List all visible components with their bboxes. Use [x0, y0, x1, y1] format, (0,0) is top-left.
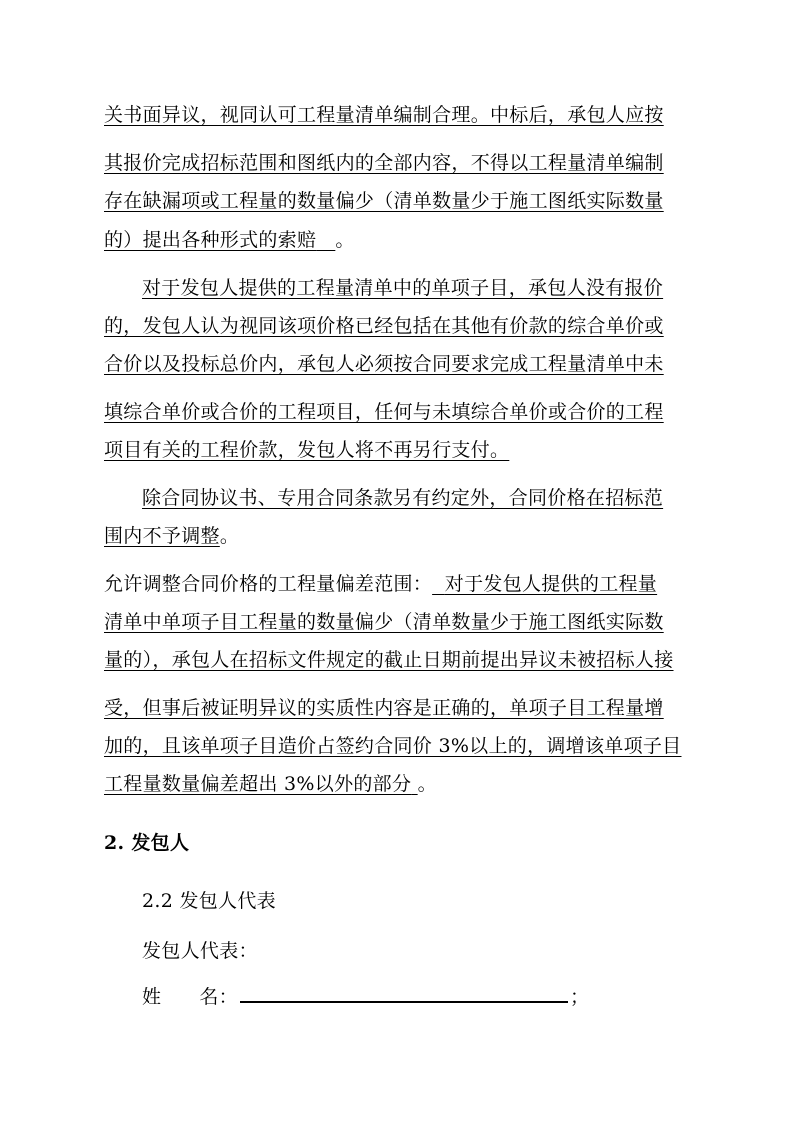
p1-line-2: 其报价完成招标范围和图纸内的全部内容，不得以工程量清单编制: [104, 152, 664, 174]
p3-tail: 。: [219, 525, 240, 547]
p4-tail: 。: [417, 773, 437, 795]
p2-line-4: 填综合单价或合价的工程项目，任何与未填综合单价或合价的工程: [104, 401, 664, 423]
p3-line-2: [104, 521, 239, 548]
p2-line-1: 对于发包人提供的工程量清单中的单项子目，承包人没有报价: [142, 277, 664, 299]
p4-first-gap: [432, 573, 445, 595]
p3-line-1: 除合同协议书、专用合同条款另有约定外，合同价格在招标范: [142, 487, 664, 509]
p2-line-5: 项目有关的工程价款，发包人将不再另行支付。: [104, 439, 510, 461]
section-heading: 2. 发包人: [104, 832, 190, 854]
representative-label: 发包人代表：: [142, 940, 258, 962]
p1-line-3: 存在缺漏项或工程量的数量偏少（清单数量少于施工图纸实际数量: [104, 190, 664, 212]
p2-line-2: 的，发包人认为视同该项价格已经包括在其他有价款的综合单价或: [104, 315, 664, 337]
name-row: [142, 982, 589, 1009]
p4-line-6: [104, 769, 437, 796]
p4-line-1: [104, 569, 657, 596]
name-input-line[interactable]: [240, 983, 568, 1003]
p4-line-5: 加的，且该单项子目造价占签约合同价 3%以上的，调增该单项子目: [104, 735, 682, 757]
name-tail: ；: [569, 986, 590, 1008]
p4-label: 允许调整合同价格的工程量偏差范围：: [104, 573, 433, 595]
p4-line-2: 清单中单项子目工程量的数量偏少（清单数量少于施工图纸实际数: [104, 611, 664, 633]
p4-line-4: 受，但事后被证明异议的实质性内容是正确的，单项子目工程量增: [104, 697, 664, 719]
p4-line-3: 量的），承包人在招标文件规定的截止日期前提出异议未被招标人接: [104, 649, 674, 671]
p4-first-text: 对于发包人提供的工程量: [444, 573, 658, 595]
p1-line-1: 关书面异议，视同认可工程量清单编制合理。中标后，承包人应按: [104, 104, 664, 126]
p1-tail: 。: [335, 229, 355, 251]
p4-line-6-text: 工程量数量偏差超出 3%以外的部分: [104, 773, 412, 795]
section-sub-heading: 2.2 发包人代表: [142, 890, 276, 912]
p1-line-4-gap: [316, 229, 335, 251]
p2-line-3: 合价以及投标总价内，承包人必须按合同要求完成工程量清单中未: [104, 353, 664, 375]
p1-line-4-text: 的）提出各种形式的索赔: [104, 229, 317, 251]
p1-line-4: [104, 225, 355, 252]
p3-line-2-text: 围内不予调整: [104, 525, 220, 547]
name-label: 姓 名：: [142, 986, 238, 1008]
